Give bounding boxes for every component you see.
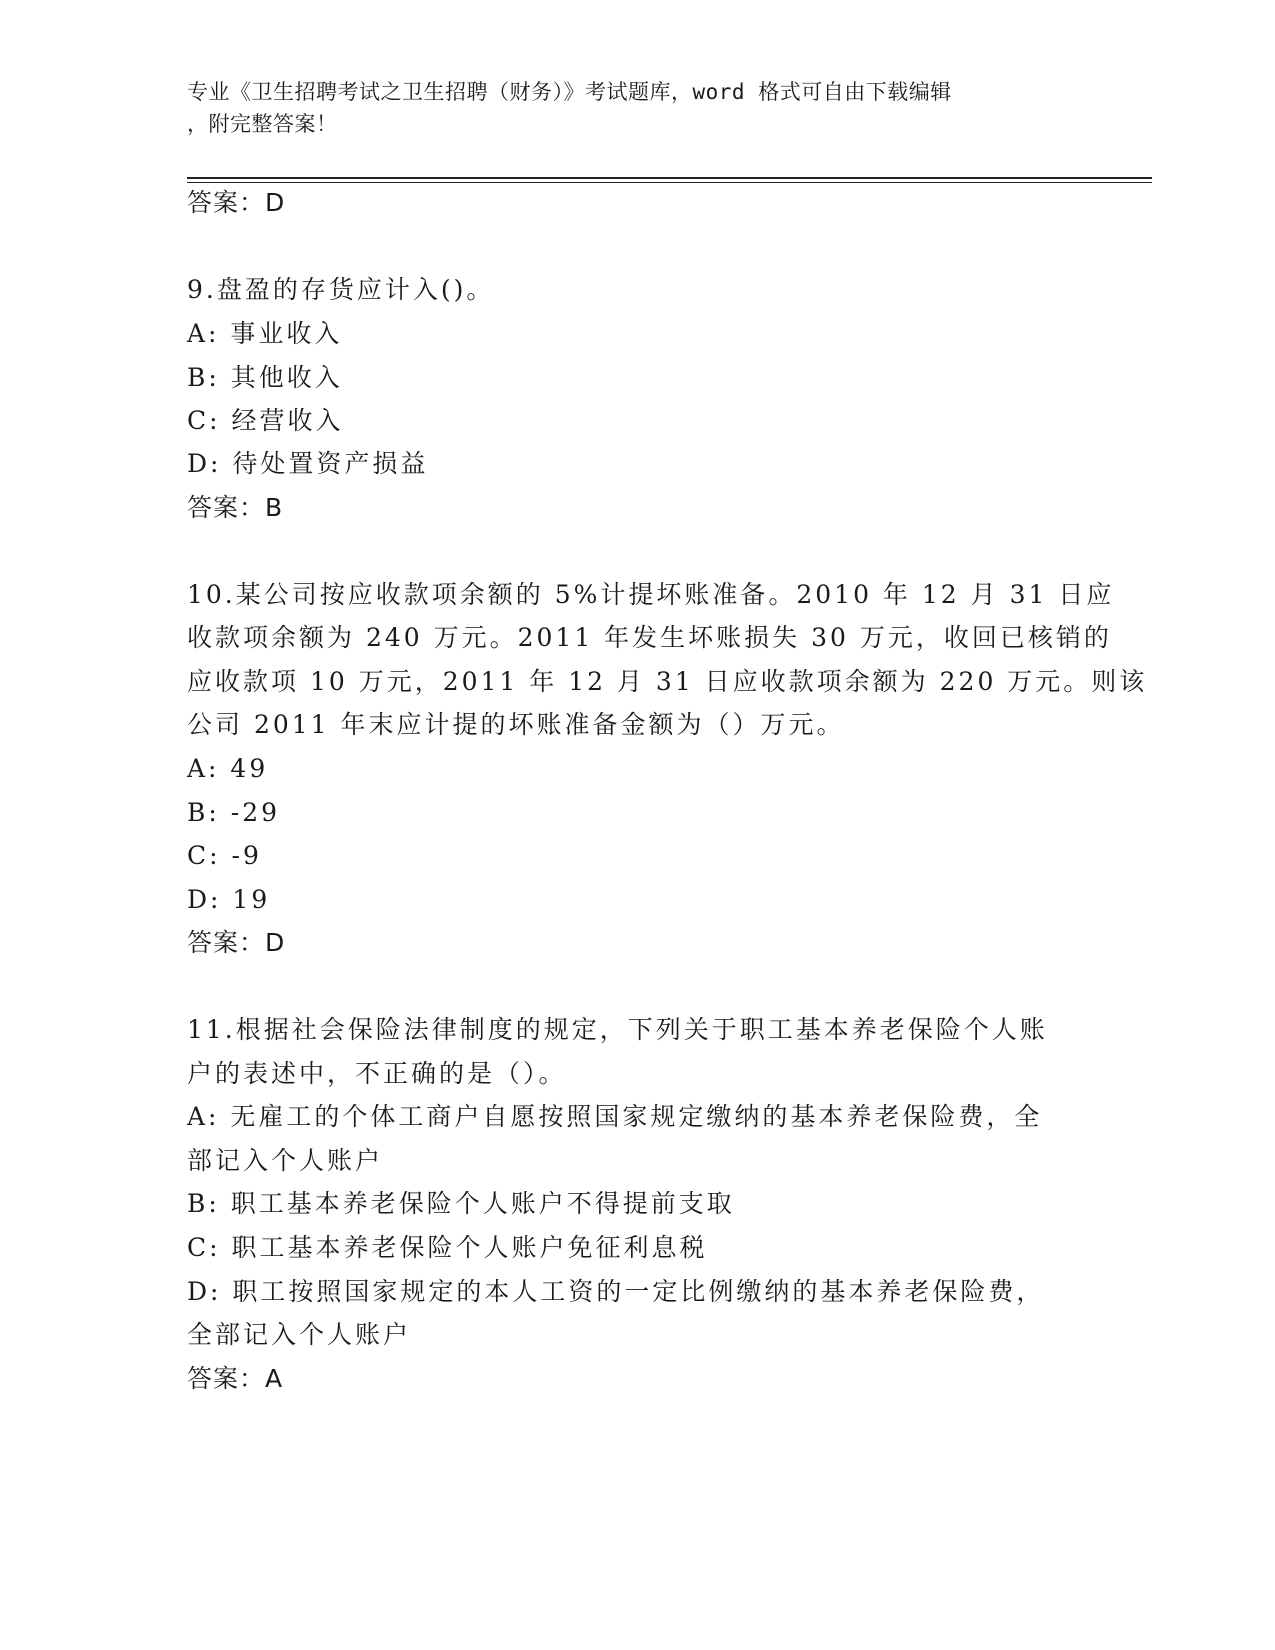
q10-option-b: B: -29 [187, 798, 280, 827]
q9-option-c: C: 经营收入 [187, 406, 344, 435]
q11-option-b: B: 职工基本养老保险个人账户不得提前支取 [187, 1189, 735, 1218]
header-divider-thick [187, 177, 1152, 179]
q9-stem: 9.盘盈的存货应计入()。 [187, 275, 495, 304]
q11-stem-line-2: 户的表述中，不正确的是（）。 [187, 1059, 567, 1088]
q9-option-b: B: 其他收入 [187, 363, 343, 392]
document-header [187, 76, 1087, 140]
q10-answer: 答案：D [187, 928, 286, 957]
q11-option-d-line-2: 全部记入个人账户 [187, 1320, 412, 1349]
previous-answer: 答案：D [187, 188, 286, 217]
q11-answer: 答案：A [187, 1364, 284, 1393]
q10-stem-line-3: 应收款项 10 万元，2011 年 12 月 31 日应收款项余额为 220 万元。则该 [187, 667, 1148, 696]
q11-option-a-line-2: 部记入个人账户 [187, 1146, 384, 1175]
header-line-2: ，附完整答案！ [187, 112, 338, 136]
q11-option-d-line-1: D: 职工按照国家规定的本人工资的一定比例缴纳的基本养老保险费， [187, 1277, 1045, 1306]
header-divider-thin [187, 182, 1152, 183]
q10-option-c: C: -9 [187, 841, 262, 870]
q9-answer: 答案：B [187, 493, 284, 522]
q10-stem-line-1: 10.某公司按应收款项余额的 5%计提坏账准备。2010 年 12 月 31 日应 [187, 580, 1115, 609]
q9-option-d: D: 待处置资产损益 [187, 449, 429, 478]
q11-stem-line-1: 11.根据社会保险法律制度的规定，下列关于职工基本养老保险个人账 [187, 1015, 1048, 1044]
q10-option-d: D: 19 [187, 885, 271, 914]
q10-stem-line-4: 公司 2011 年末应计提的坏账准备金额为（）万元。 [187, 710, 845, 739]
q11-option-c: C: 职工基本养老保险个人账户免征利息税 [187, 1233, 708, 1262]
q10-option-a: A: 49 [187, 754, 269, 783]
q9-option-a: A: 事业收入 [187, 319, 343, 348]
header-line-1: 专业《卫生招聘考试之卫生招聘（财务）》考试题库，word 格式可自由下载编辑 [187, 80, 952, 104]
q11-option-a-line-1: A: 无雇工的个体工商户自愿按照国家规定缴纳的基本养老保险费，全 [187, 1102, 1043, 1131]
q10-stem-line-2: 收款项余额为 240 万元。2011 年发生坏账损失 30 万元，收回已核销的 [187, 623, 1112, 652]
